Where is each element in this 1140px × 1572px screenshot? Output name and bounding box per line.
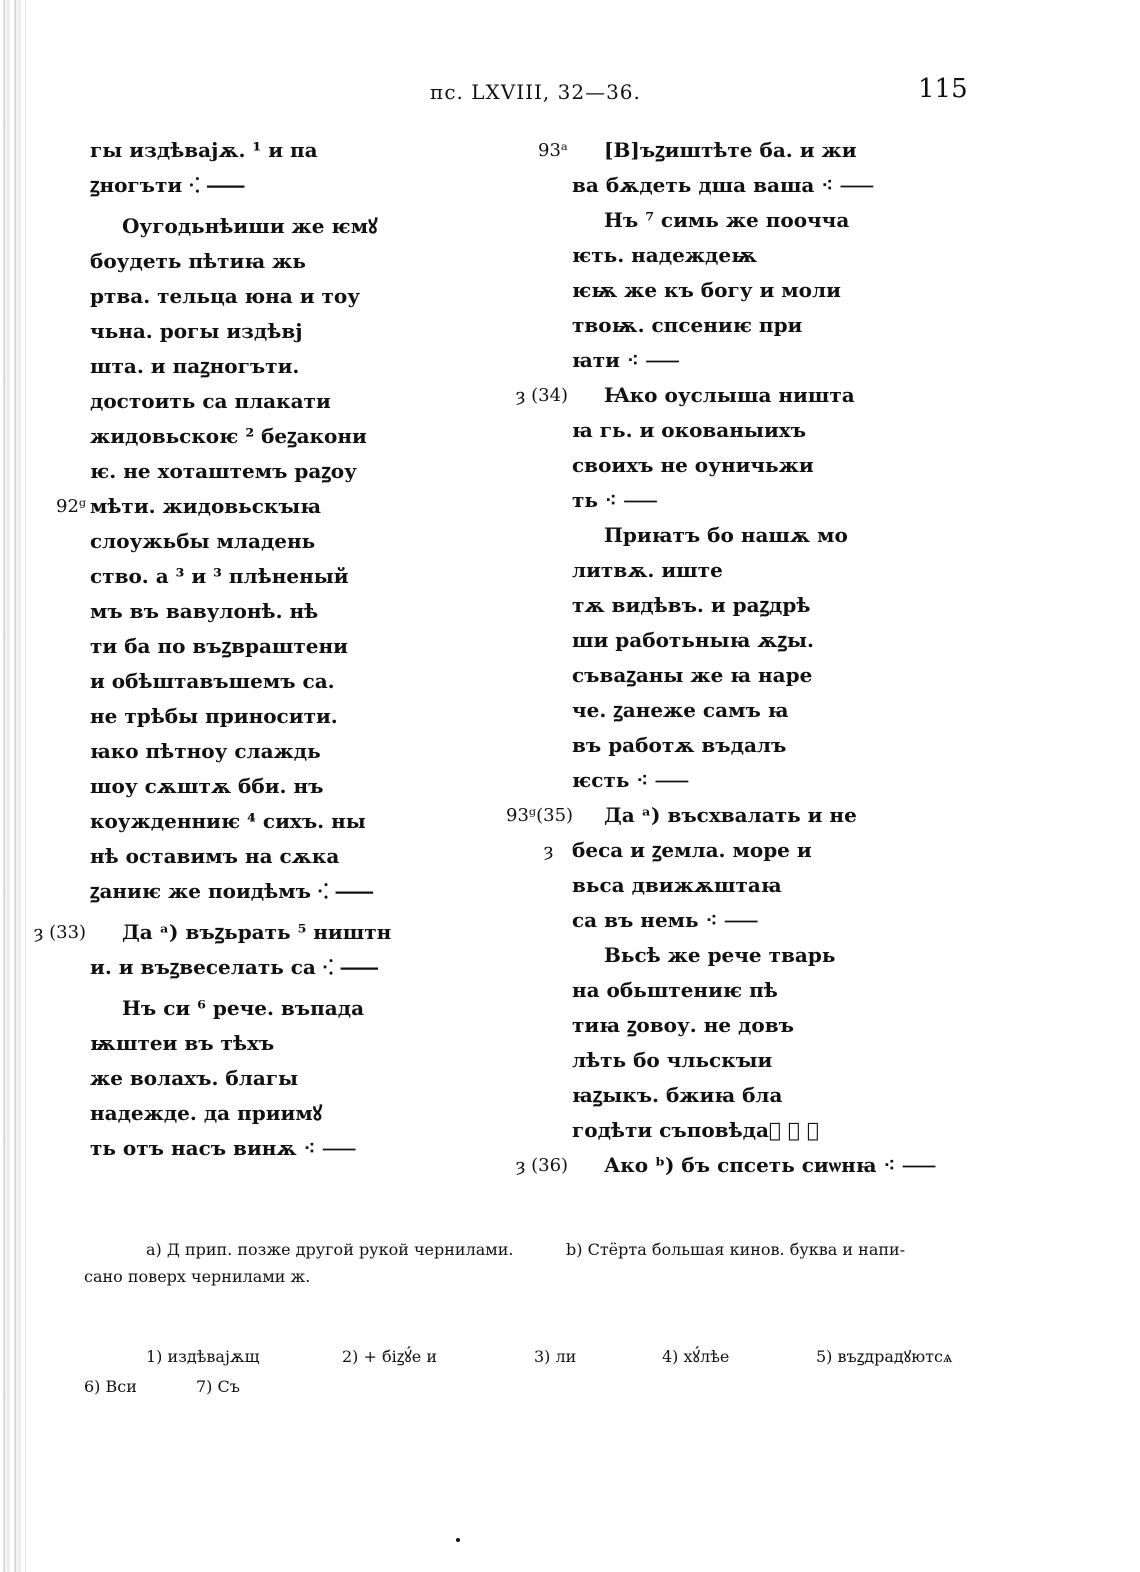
variant-reading-7: 7) Съ <box>196 1377 240 1396</box>
text-line: ѥть. надеждеѭ <box>572 243 758 267</box>
text-line: шта. и паꙁногъти. <box>90 354 300 378</box>
text-line: годѣти съповѣдаⷮ ⁖ ⸺ <box>572 1118 819 1142</box>
print-speck <box>456 1538 460 1542</box>
text-line: тиꙗ ꙁовоу. не довъ <box>572 1013 794 1037</box>
text-line: ство. а ³ и ³ плѣненый <box>90 564 349 588</box>
footnote-a: a) Д прип. позже другой рукой чернилами. <box>146 1240 514 1259</box>
margin-reference: 92ᵍ <box>56 496 87 517</box>
text-line: ѭштеи въ тѣхъ <box>90 1031 275 1055</box>
text-line: лѣть бо чльскꙑи <box>572 1048 773 1072</box>
text-line: жидовьскоѥ ² беꙁакони <box>90 424 367 448</box>
running-header: пс. LXVIII, 32—36. <box>430 80 641 104</box>
text-line: твоѭ. спсениѥ при <box>572 313 803 337</box>
text-line: литвѫ. иште <box>572 558 723 582</box>
text-line: же волахъ. благы <box>90 1066 299 1090</box>
text-line: и. и въꙁвеселать са ⁖ ⸺ <box>90 955 379 979</box>
margin-reference: ȝ (34) <box>516 385 569 406</box>
text-line: беса и ꙁемла. море и <box>572 838 812 862</box>
text-line: ꙗко пѣтноу слаждь <box>90 739 321 763</box>
variant-reading-4: 4) хꙋ́лѣе <box>662 1347 730 1366</box>
text-line: ѥѭ же къ богу и моли <box>572 278 841 302</box>
text-line: гы издѣвајѫ. ¹ и па <box>90 138 318 162</box>
text-line: ѥсть ⁖ ⸺ <box>572 768 689 792</box>
book-spine-edge <box>0 0 26 1572</box>
text-line: ртва. тельца юна и тоу <box>90 284 361 308</box>
text-line: ꙗти ⁖ ⸺ <box>572 348 680 372</box>
text-line: ши работьныꙗ ѫꙁы. <box>572 628 814 652</box>
text-line: вьса движѫштаꙗ <box>572 873 782 897</box>
margin-reference: ȝ (33) <box>34 922 87 943</box>
text-line: своихъ не оуничьжи <box>572 453 814 477</box>
text-line: Вьсѣ же рече тварь <box>604 943 836 967</box>
text-line: шоу сѫштѫ бби. нъ <box>90 774 324 798</box>
text-line: коужденниѥ ⁴ сихъ. ны <box>90 809 366 833</box>
text-line: [В]ъꙁиштѣте ба. и жи <box>604 138 857 162</box>
text-line: ти ба по въꙁвраштени <box>90 634 348 658</box>
text-line: надежде. да приимꙋ <box>90 1101 323 1125</box>
text-line: тѫ видѣвъ. и раꙁдрѣ <box>572 593 811 617</box>
text-line: ть ⁖ ⸺ <box>572 488 658 512</box>
text-line: че. ꙁанеже самъ ꙗ <box>572 698 789 722</box>
margin-reference: ȝ <box>544 840 554 861</box>
variant-reading-5: 5) въꙁдрадꙋютсѧ <box>816 1347 953 1366</box>
text-line: мѣти. жидовьскꙑꙗ <box>90 494 321 518</box>
text-line: чьна. рогы издѣвј <box>90 319 303 343</box>
text-line: достоить са плакати <box>90 389 331 413</box>
variant-reading-1: 1) издѣвајѫщ <box>146 1347 260 1366</box>
text-line: Приꙗтъ бо нашѫ мо <box>604 523 848 547</box>
margin-reference: 93ᵃ <box>538 140 568 161</box>
text-line: Нъ ⁷ симь же поочча <box>604 208 850 232</box>
text-line: съваꙁаны же ꙗ наре <box>572 663 813 687</box>
text-line: ꙗꙁыкъ. бжиꙗ бла <box>572 1083 783 1107</box>
variant-reading-6: 6) Вси <box>84 1377 137 1396</box>
text-line: на обьштениѥ пѣ <box>572 978 778 1002</box>
text-line: ꙁногъти ⁖ ⸺ <box>90 173 245 197</box>
text-line: и обѣштавъшемъ са. <box>90 669 335 693</box>
text-line: въ работѫ въдалъ <box>572 733 787 757</box>
text-line: не трѣбы приносити. <box>90 704 338 728</box>
text-line: боудеть пѣтиꙗ жь <box>90 249 306 273</box>
margin-reference: ȝ (36) <box>516 1155 569 1176</box>
footnote-b: b) Стёрта большая кинов. буква и напи- <box>566 1240 906 1259</box>
variant-reading-2: 2) + бiꙁꙋ́е и <box>342 1347 438 1366</box>
footnote-b-continuation: сано поверх чернилами ж. <box>84 1267 311 1286</box>
text-line: нѣ оставимъ на сѫка <box>90 844 340 868</box>
text-line: Оугодьнѣиши же ѥмꙋ <box>122 214 378 238</box>
text-line: Да ᵃ) въсхвалать и не <box>604 803 857 827</box>
text-line: ѥ. не хоташтемъ раꙁоу <box>90 459 357 483</box>
text-line: слоужьбы младень <box>90 529 316 553</box>
text-line: ть отъ насъ винѫ ⁖ ⸺ <box>90 1136 357 1160</box>
footnotes <box>84 1236 964 1290</box>
text-line: ва бѫдеть дша ваша ⁖ ⸺ <box>572 173 874 197</box>
variant-reading-3: 3) ли <box>534 1347 577 1366</box>
page-number: 115 <box>918 74 968 104</box>
text-line: Да ᵃ) въꙁьрать ⁵ ништн <box>122 920 392 944</box>
text-line: ꙗ гь. и окованыихъ <box>572 418 807 442</box>
text-line: Нъ си ⁶ рече. въпада <box>122 996 365 1020</box>
margin-reference: 93ᵍ(35) <box>506 805 574 826</box>
text-line: Ако ᵇ) бъ спсеть сиѡнꙗ ⁖ ⸺ <box>604 1153 937 1177</box>
text-line: ꙁаниѥ же поидѣмъ ⁖ ⸺ <box>90 879 374 903</box>
text-line: Ꙗко оуслыша ништа <box>604 383 855 407</box>
text-line: мъ въ вавулонѣ. нѣ <box>90 599 319 623</box>
text-line: са въ немь ⁖ ⸺ <box>572 908 759 932</box>
